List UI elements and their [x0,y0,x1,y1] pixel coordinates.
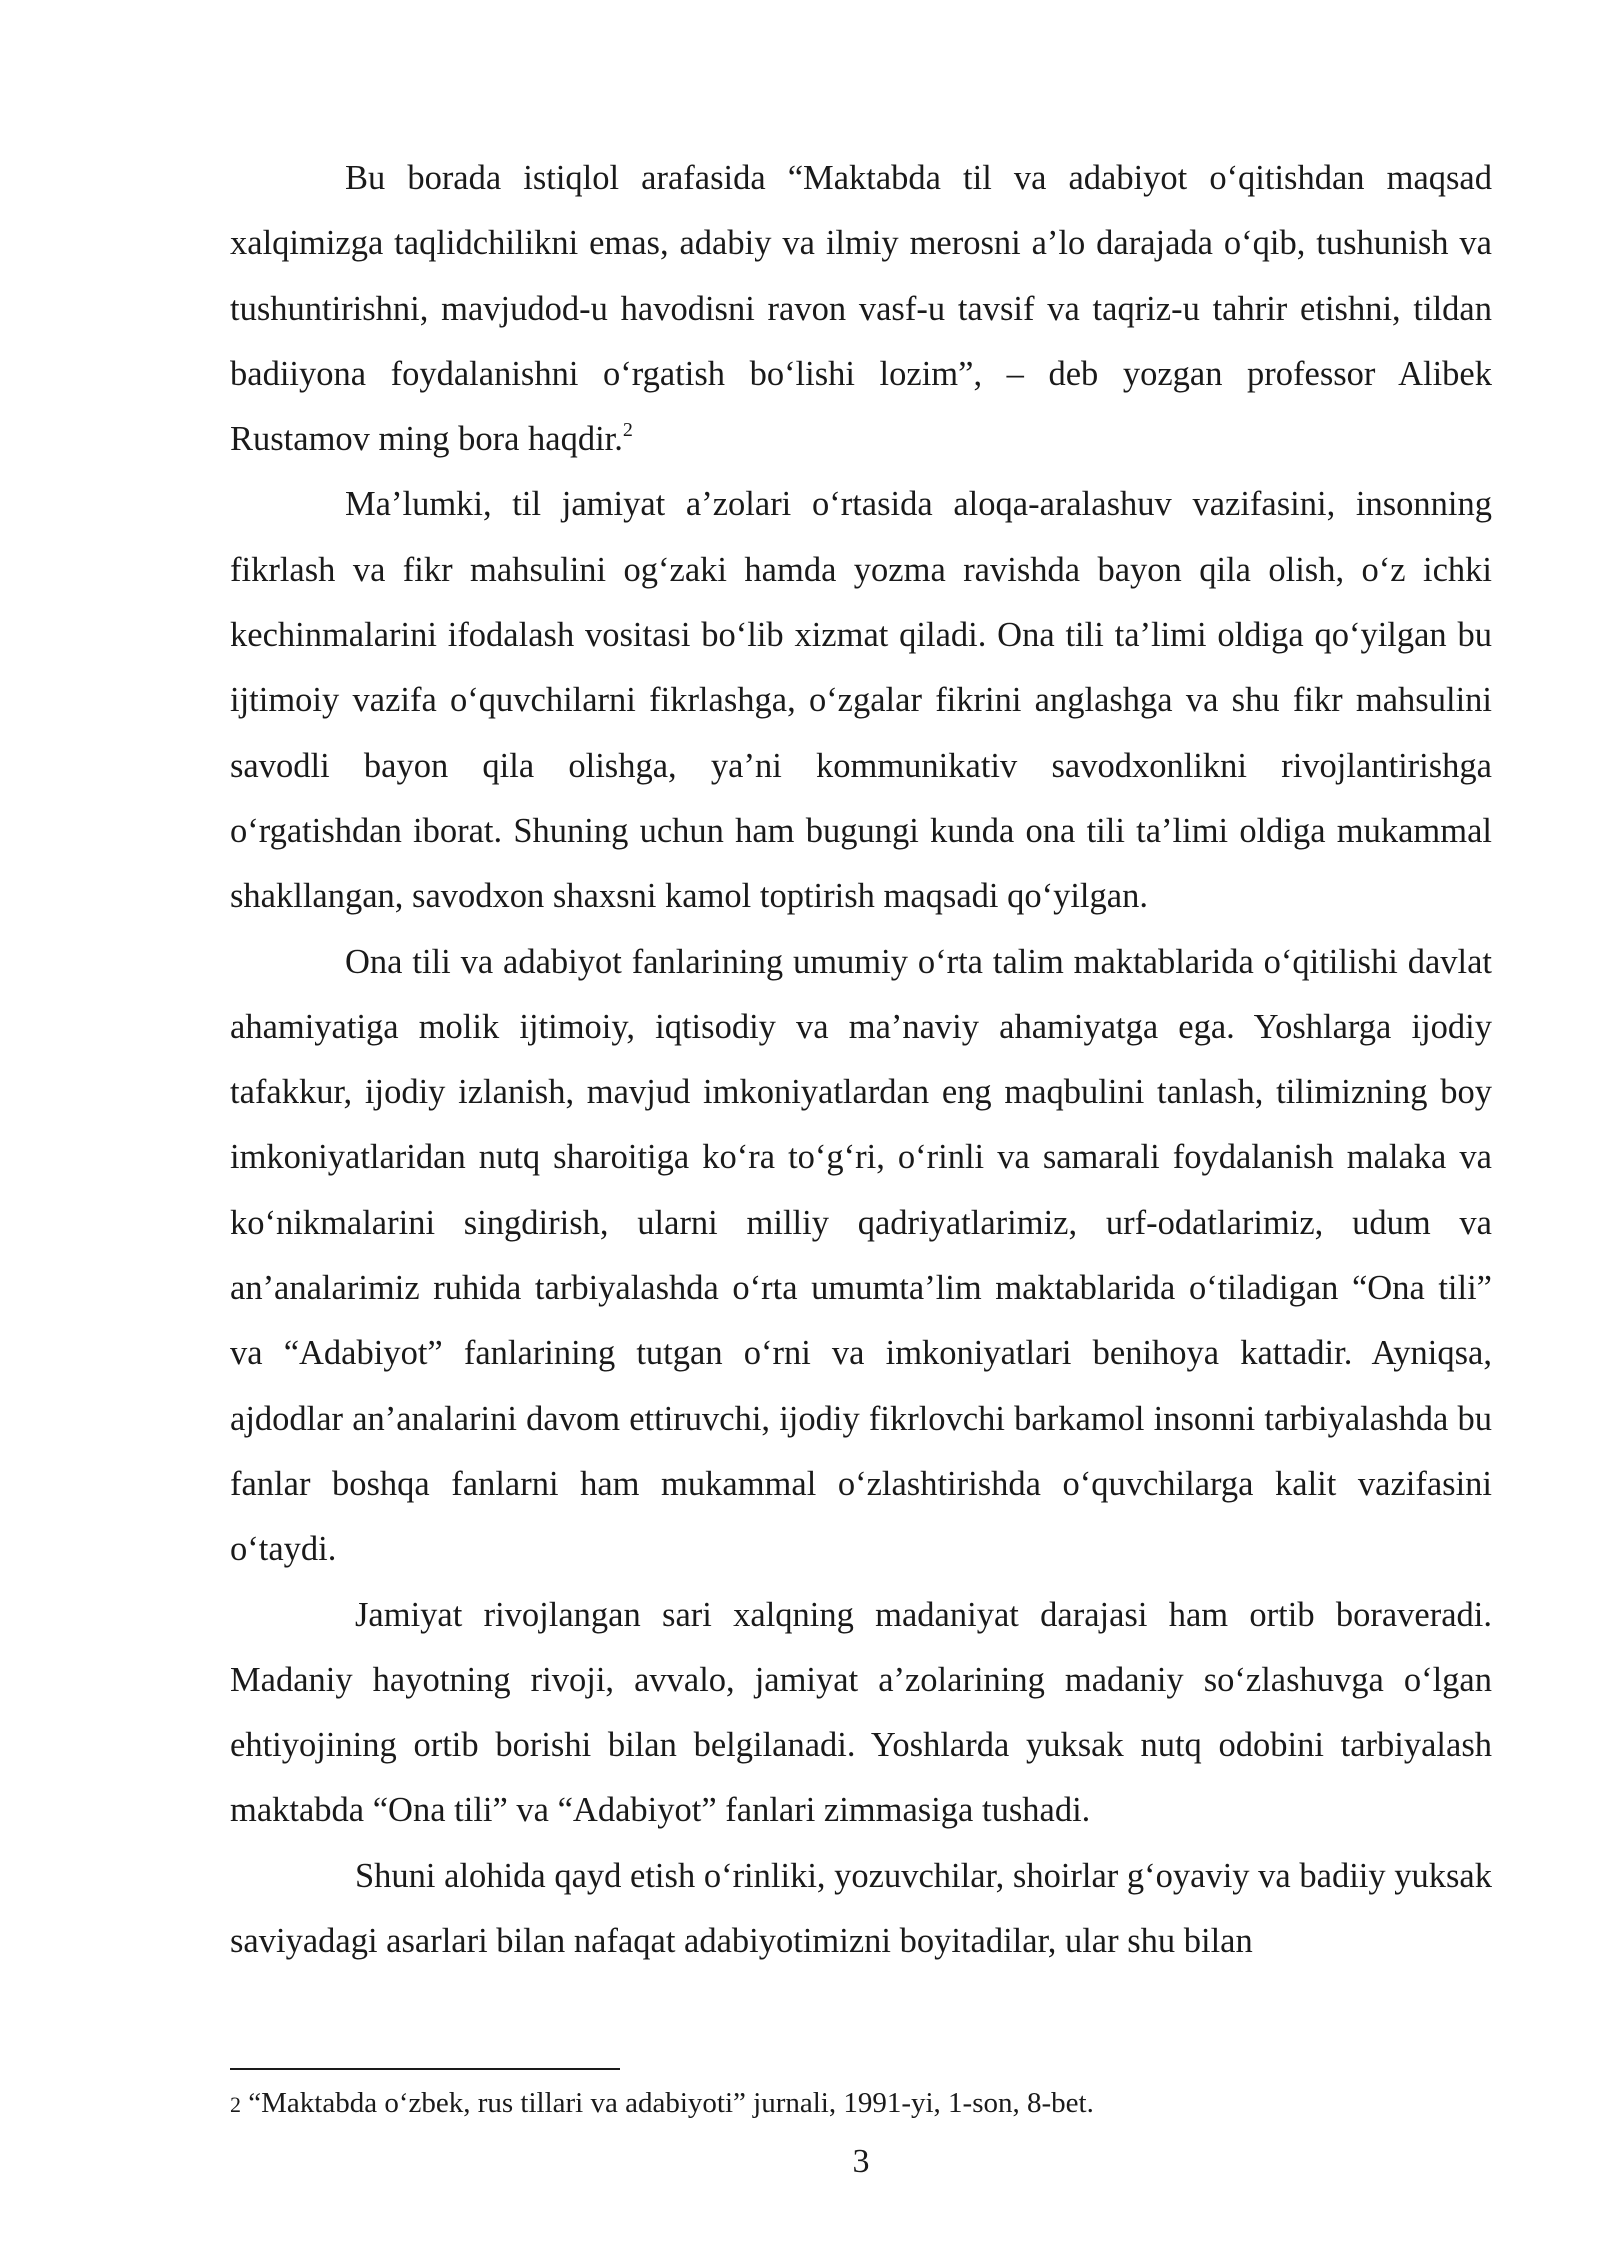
footnote-mark: 2 [230,2092,241,2117]
paragraph-4: Jamiyat rivojlangan sari xalqning madaniyat darajasi ham ortib boraveradi. Madaniy hayotning rivoji, avvalo, jamiyat a’zolarining madaniy so‘zlashuvga o‘lgan ehtiyojining ortib borishi bilan belgilanadi. Yoshlarda yuksak nutq odobini tarbiyalash maktabda “Ona tili” va “Adabiyot” fanlari zimmasiga tushadi. [230,1595,1492,1830]
footnote-text: “Maktabda o‘zbek, rus tillari va adabiyoti” jurnali, 1991-yi, 1-son, 8-bet. [248,2087,1094,2119]
page-number: 3 [852,2143,870,2180]
paragraph-1 [230,146,1492,472]
paragraph-1-text: Bu borada istiqlol arafasida “Maktabda til va adabiyot o‘qitishdan maqsad xalqimizga taqlidchilikni emas, adabiy va ilmiy merosni a’lo darajada o‘qib, tushunish va tushuntirishni, mavjudod-u havodisni ravon vasf-u tavsif va taqriz-u tahrir etishni, tildan badiiyona foydalanishni o‘rgatish bo‘lishi lozim”, – deb yozgan professor Alibek Rustamov ming bora haqdir. [230,159,1492,459]
footnote-separator [230,2068,620,2070]
paragraph-3: Ona tili va adabiyot fanlarining umumiy o‘rta talim maktablarida o‘qitilishi davlat ahamiyatiga molik ijtimoiy, iqtisodiy va ma’naviy ahamiyatga ega. Yoshlarga ijodiy tafakkur, ijodiy izlanish, mavjud imkoniyatlardan eng maqbulini tanlash, tilimizning boy imkoniyatlaridan nutq sharoitiga ko‘ra to‘g‘ri, o‘rinli va samarali foydalanish malaka va ko‘nikmalarini singdirish, ularni milliy qadriyatlarimiz, urf-odatlarimiz, udum va an’analarimiz ruhida tarbiyalashda o‘rta umumta’lim maktablarida o‘tiladigan “Ona tili” va “Adabiyot” fanlarining tutgan o‘rni va imkoniyatlari benihoya kattadir. Ayniqsa, ajdodlar an’analarini davom ettiruvchi, ijodiy fikrlovchi barkamol insonni tarbiyalashda bu fanlar boshqa fanlarni ham mukammal o‘zlashtirishda o‘quvchilarga kalit vazifasini o‘taydi. [230,942,1492,1569]
body-text [230,146,1492,1974]
footnote [230,2083,1492,2125]
paragraph-2: Ma’lumki, til jamiyat a’zolari o‘rtasida aloqa-aralashuv vazifasini, insonning fikrlash va fikr mahsulini og‘zaki hamda yozma ravishda bayon qila olish, o‘z ichki kechinmalarini ifodalash vositasi bo‘lib xizmat qiladi. Ona tili ta’limi oldiga qo‘yilgan bu ijtimoiy vazifa o‘quvchilarni fikrlashga, o‘zgalar fikrini anglashga va shu fikr mahsulini savodli bayon qila olishga, ya’ni kommunikativ savodxonlikni rivojlantirishga o‘rgatishdan iborat. Shuning uchun ham bugungi kunda ona tili ta’limi oldiga mukammal shakllangan, savodxon shaxsni kamol toptirish maqsadi qo‘yilgan. [230,485,1492,916]
paragraph-5: Shuni alohida qayd etish o‘rinliki, yozuvchilar, shoirlar g‘oyaviy va badiiy yuksak saviyadagi asarlari bilan nafaqat adabiyotimizni boyitadilar, ular shu bilan [230,1856,1492,1961]
footnote-reference[interactable]: 2 [622,419,633,442]
